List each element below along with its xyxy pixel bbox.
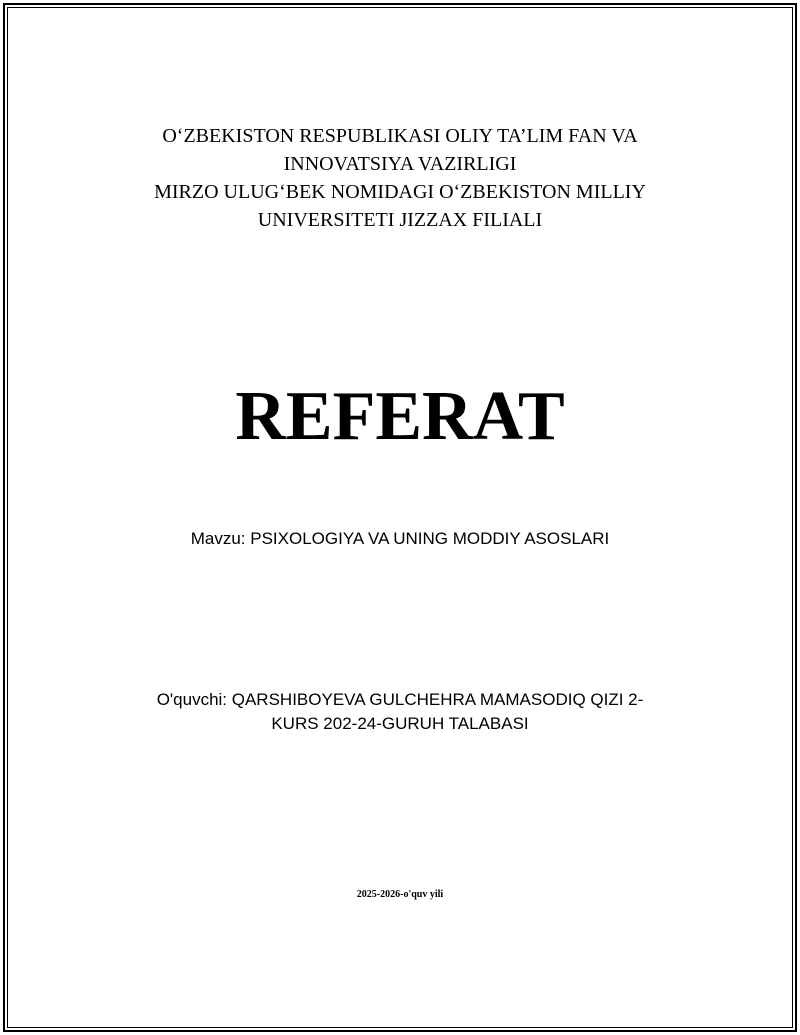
header-line: MIRZO ULUG‘BEK NOMIDAGI O‘ZBEKISTON MILLIY — [154, 181, 646, 203]
header-line: INNOVATSIYA VAZIRLIGI — [283, 153, 517, 175]
header-line: O‘ZBEKISTON RESPUBLIKASI OLIY TA’LIM FAN VA — [162, 125, 638, 147]
student-line: KURS 202-24-GURUH TALABASI — [271, 714, 529, 733]
academic-year: 2025-2026-o'quv yili — [356, 889, 444, 900]
student-line: O'quvchi: QARSHIBOYEVA GULCHEHRA MAMASODIQ QIZI 2- — [156, 690, 644, 709]
header-line: UNIVERSITETI JIZZAX FILIALI — [257, 209, 543, 231]
institution-header — [0, 122, 800, 234]
document-title: REFERAT — [235, 378, 565, 455]
topic-line: Mavzu: PSIXOLOGIYA VA UNING MODDIY ASOSLARI — [190, 529, 610, 548]
student-info — [0, 688, 800, 736]
